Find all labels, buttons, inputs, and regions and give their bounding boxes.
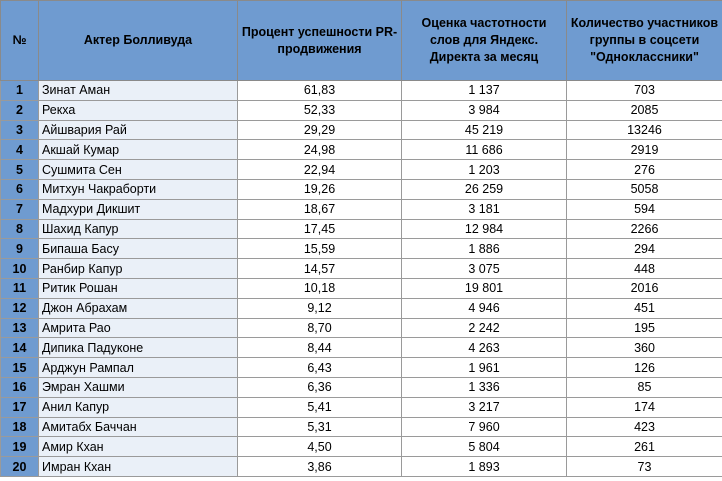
ok-members: 126 [567, 358, 722, 378]
ok-members: 5058 [567, 179, 722, 199]
yandex-frequency: 26 259 [402, 179, 567, 199]
row-number: 12 [1, 298, 39, 318]
row-number: 17 [1, 397, 39, 417]
yandex-frequency: 19 801 [402, 278, 567, 298]
row-number: 10 [1, 259, 39, 279]
yandex-frequency: 4 263 [402, 338, 567, 358]
row-number: 1 [1, 81, 39, 101]
ok-members: 703 [567, 81, 722, 101]
yandex-frequency: 12 984 [402, 219, 567, 239]
ok-members: 294 [567, 239, 722, 259]
ok-members: 85 [567, 377, 722, 397]
header-num: № [1, 1, 39, 81]
table-row [1, 298, 722, 318]
row-number: 15 [1, 358, 39, 378]
pr-percent: 6,43 [238, 358, 402, 378]
row-number: 20 [1, 457, 39, 477]
actor-name: Дипика Падуконе [39, 338, 238, 358]
pr-percent: 22,94 [238, 160, 402, 180]
table-row [1, 219, 722, 239]
yandex-frequency: 1 886 [402, 239, 567, 259]
yandex-frequency: 1 203 [402, 160, 567, 180]
pr-percent: 24,98 [238, 140, 402, 160]
actor-name: Шахид Капур [39, 219, 238, 239]
actor-name: Амрита Рао [39, 318, 238, 338]
table-row [1, 120, 722, 140]
actor-name: Амитабх Баччан [39, 417, 238, 437]
row-number: 14 [1, 338, 39, 358]
table-row [1, 457, 722, 477]
table-row [1, 417, 722, 437]
row-number: 4 [1, 140, 39, 160]
yandex-frequency: 3 075 [402, 259, 567, 279]
row-number: 18 [1, 417, 39, 437]
header-pr: Процент успешности PR-продвижения [238, 1, 402, 81]
table-row [1, 199, 722, 219]
table-row [1, 318, 722, 338]
yandex-frequency: 3 181 [402, 199, 567, 219]
ok-members: 594 [567, 199, 722, 219]
header-ok: Количество участников группы в соцсети "Одноклассники" [567, 1, 722, 81]
actor-name: Айшвария Рай [39, 120, 238, 140]
row-number: 19 [1, 437, 39, 457]
header-row [1, 1, 722, 81]
actor-name: Анил Капур [39, 397, 238, 417]
pr-percent: 4,50 [238, 437, 402, 457]
ok-members: 360 [567, 338, 722, 358]
table-row [1, 100, 722, 120]
row-number: 2 [1, 100, 39, 120]
ok-members: 2266 [567, 219, 722, 239]
table-row [1, 358, 722, 378]
yandex-frequency: 2 242 [402, 318, 567, 338]
actor-name: Сушмита Сен [39, 160, 238, 180]
pr-percent: 15,59 [238, 239, 402, 259]
yandex-frequency: 7 960 [402, 417, 567, 437]
pr-percent: 17,45 [238, 219, 402, 239]
yandex-frequency: 3 984 [402, 100, 567, 120]
yandex-frequency: 1 893 [402, 457, 567, 477]
pr-percent: 8,70 [238, 318, 402, 338]
yandex-frequency: 11 686 [402, 140, 567, 160]
ok-members: 2016 [567, 278, 722, 298]
pr-percent: 9,12 [238, 298, 402, 318]
yandex-frequency: 4 946 [402, 298, 567, 318]
ok-members: 423 [567, 417, 722, 437]
row-number: 13 [1, 318, 39, 338]
actor-name: Имран Кхан [39, 457, 238, 477]
pr-percent: 52,33 [238, 100, 402, 120]
row-number: 8 [1, 219, 39, 239]
ok-members: 2085 [567, 100, 722, 120]
actor-name: Ритик Рошан [39, 278, 238, 298]
ok-members: 174 [567, 397, 722, 417]
ok-members: 276 [567, 160, 722, 180]
table-row [1, 239, 722, 259]
table-row [1, 397, 722, 417]
pr-percent: 3,86 [238, 457, 402, 477]
row-number: 3 [1, 120, 39, 140]
pr-percent: 61,83 [238, 81, 402, 101]
yandex-frequency: 1 336 [402, 377, 567, 397]
row-number: 5 [1, 160, 39, 180]
table-row [1, 259, 722, 279]
actor-name: Акшай Кумар [39, 140, 238, 160]
actor-name: Джон Абрахам [39, 298, 238, 318]
header-actor: Актер Болливуда [39, 1, 238, 81]
table-row [1, 278, 722, 298]
actor-name: Амир Кхан [39, 437, 238, 457]
table-row [1, 338, 722, 358]
yandex-frequency: 1 137 [402, 81, 567, 101]
actor-name: Бипаша Басу [39, 239, 238, 259]
pr-percent: 5,31 [238, 417, 402, 437]
ok-members: 13246 [567, 120, 722, 140]
yandex-frequency: 5 804 [402, 437, 567, 457]
row-number: 6 [1, 179, 39, 199]
pr-percent: 10,18 [238, 278, 402, 298]
ok-members: 195 [567, 318, 722, 338]
ok-members: 448 [567, 259, 722, 279]
table-row [1, 437, 722, 457]
header-yandex: Оценка частотности слов для Яндекс. Директа за месяц [402, 1, 567, 81]
ok-members: 261 [567, 437, 722, 457]
pr-percent: 14,57 [238, 259, 402, 279]
ok-members: 2919 [567, 140, 722, 160]
actor-name: Митхун Чакраборти [39, 179, 238, 199]
row-number: 11 [1, 278, 39, 298]
pr-percent: 6,36 [238, 377, 402, 397]
actor-name: Ранбир Капур [39, 259, 238, 279]
yandex-frequency: 1 961 [402, 358, 567, 378]
actor-name: Мадхури Дикшит [39, 199, 238, 219]
table-row [1, 140, 722, 160]
pr-percent: 5,41 [238, 397, 402, 417]
table-row [1, 81, 722, 101]
actor-name: Рекха [39, 100, 238, 120]
pr-percent: 19,26 [238, 179, 402, 199]
row-number: 9 [1, 239, 39, 259]
yandex-frequency: 45 219 [402, 120, 567, 140]
pr-percent: 8,44 [238, 338, 402, 358]
pr-percent: 29,29 [238, 120, 402, 140]
yandex-frequency: 3 217 [402, 397, 567, 417]
table-row [1, 179, 722, 199]
row-number: 7 [1, 199, 39, 219]
table-row [1, 377, 722, 397]
actor-name: Зинат Аман [39, 81, 238, 101]
actor-name: Эмран Хашми [39, 377, 238, 397]
row-number: 16 [1, 377, 39, 397]
ok-members: 451 [567, 298, 722, 318]
ok-members: 73 [567, 457, 722, 477]
pr-percent: 18,67 [238, 199, 402, 219]
actor-name: Арджун Рампал [39, 358, 238, 378]
table-row [1, 160, 722, 180]
